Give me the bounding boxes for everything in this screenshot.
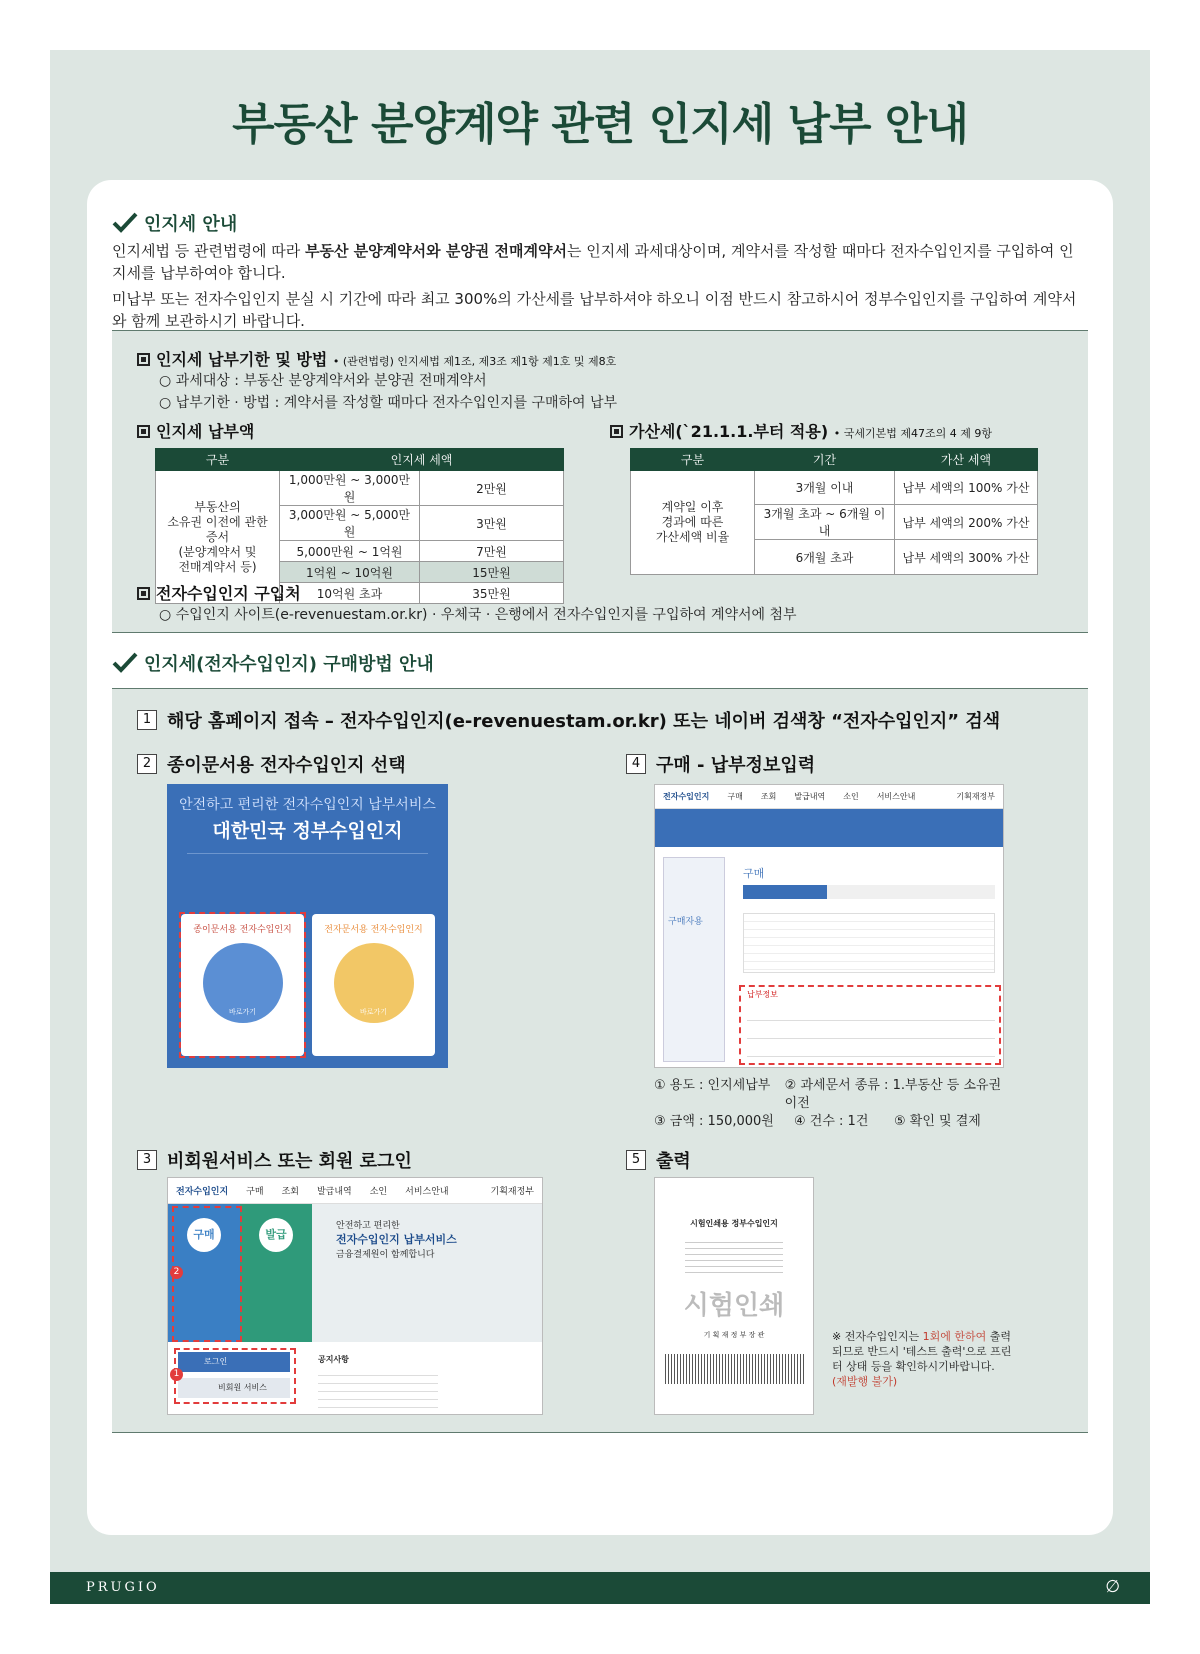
square-bullet-icon <box>137 353 150 366</box>
deadline-block: 인지세 납부기한 및 방법 • (관련법령) 인지세법 제1조, 제3조 제1항 제1호 및 제8호 ○ 과세대상 : 부동산 분양계약서와 분양권 전매계약서 ○ 납부기한 · 방법 : 계약서를 작성할 때마다 전자수입인지를 구매하여 납부 <box>137 347 617 414</box>
check-icon <box>112 212 138 234</box>
page-title: 부동산 분양계약 관련 인지세 납부 안내 <box>232 99 968 150</box>
login-button[interactable]: 로그인 <box>178 1352 290 1372</box>
electronic-stamp-card[interactable]: 전자문서용 전자수입인지 바로가기 <box>312 914 435 1056</box>
guest-service-button[interactable]: 비회원 서비스 <box>178 1378 290 1398</box>
paper-stamp-card[interactable]: 종이문서용 전자수입인지 바로가기 <box>181 914 304 1056</box>
step-5: 5 출력 <box>626 1147 691 1173</box>
square-bullet-icon <box>137 587 150 600</box>
penalty-block: 가산세(`21.1.1.부터 적용) • 국세기본법 제47조의 4 제 9항 구분 기간 가산 세액 계약일 이후 경과에 따른 가산세액 비율 3개월 이내 납부 세액의 100% 가산 3개월 초과 ~ 6개월 이내 납부 세액의 200% 가산 6개월 초과 납부 세액의 300% 가산 <box>610 419 1038 575</box>
square-bullet-icon <box>610 425 623 438</box>
intro-paragraph-1: 인지세법 등 관련법령에 따라 부동산 분양계약서와 분양권 전매계약서는 인지세 과세대상이며, 계약서를 작성할 때마다 전자수입인지를 구입하여 인지세를 납부하여야 합니다. <box>112 242 1074 282</box>
footer-bar <box>50 1572 1150 1604</box>
amount-block: 인지세 납부액 구분 인지세 세액 부동산의 소유권 이전에 관한 증서 (분양계약서 및 전매계약서 등) 1,000만원 ~ 3,000만원 2만원 3,000만원 ~ 5,000만원 3만원 5,000만원 ~ 1억원 7만원 1억원 ~ 10억원 15만원 10억원 초과 35만원 <box>137 419 564 604</box>
intro-section <box>112 210 1088 332</box>
step-2: 2 종이문서용 전자수입인지 선택 <box>137 751 406 777</box>
amount-table: 구분 인지세 세액 부동산의 소유권 이전에 관한 증서 (분양계약서 및 전매계약서 등) 1,000만원 ~ 3,000만원 2만원 3,000만원 ~ 5,000만원 3만원 5,000만원 ~ 1억원 7만원 1억원 ~ 10억원 15만원 10억원 초과 35만원 <box>155 448 564 604</box>
check-icon <box>112 652 138 674</box>
section-heading: 인지세 안내 <box>112 210 1088 236</box>
intro-paragraph-2: 미납부 또는 전자수입인지 분실 시 기간에 따라 최고 300%의 가산세를 납부하셔야 하오니 이점 반드시 참고하시어 정부수입인지를 구입하여 계약서와 함께 보관하시기 바랍니다. <box>112 290 1077 330</box>
brand-mark-icon: ∅ <box>1105 1577 1120 1597</box>
print-note: ※ 전자수입인지는 1회에 한하여 출력되므로 반드시 '테스트 출력'으로 프린터 상태 등을 확인하시기바랍니다. (재발행 불가) <box>832 1330 1012 1388</box>
where-block: 전자수입인지 구입처 ○ 수입인지 사이트(e-revenuestam.or.kr) · 우체국 · 은행에서 전자수입인지를 구입하여 계약서에 첨부 <box>137 581 797 626</box>
highlight-dashed-box <box>174 1348 296 1404</box>
step-1: 1 해당 홈페이지 접속 – 전자수입인지(e-revenuestam.or.kr) 또는 네이버 검색창 “전자수입인지” 검색 <box>137 707 1000 733</box>
issue-tile[interactable]: 발급 <box>240 1204 312 1342</box>
brand-logo: PRUGIO <box>86 1580 160 1595</box>
buy-tile[interactable]: 구매 <box>168 1204 240 1342</box>
step-4: 4 구매 - 납부정보입력 <box>626 751 815 777</box>
content-card <box>87 180 1113 1535</box>
section-heading-purchase: 인지세(전자수입인지) 구매방법 안내 <box>112 650 434 676</box>
purchase-form-caption: ① 용도 : 인지세납부 ② 과세문서 종류 : 1.부동산 등 소유권 이전 ③ 금액 : 150,000원 ④ 건수 : 1건 ⑤ 확인 및 결제 <box>654 1078 1002 1129</box>
tax-info-panel <box>112 330 1088 633</box>
page-frame <box>50 50 1150 1604</box>
square-bullet-icon <box>137 425 150 438</box>
screenshot-stamp-select: 안전하고 편리한 전자수입인지 납부서비스 대한민국 정부수입인지 종이문서용 전자수입인지 바로가기 전자문서용 전자수입인지 바로가기 <box>167 784 448 1068</box>
purchase-steps-panel <box>112 688 1088 1433</box>
screenshot-login: 전자수입인지 구매 조회 발급내역 소인 서비스안내 기획재정부 구매 발급 안전하고 편리한 전자수입인지 납부서비스 금융결제원이 함께합니다 2 로그인 비회원 서비스 1 공지사항 <box>167 1177 543 1415</box>
step-3: 3 비회원서비스 또는 회원 로그인 <box>137 1147 412 1173</box>
penalty-table: 구분 기간 가산 세액 계약일 이후 경과에 따른 가산세액 비율 3개월 이내 납부 세액의 100% 가산 3개월 초과 ~ 6개월 이내 납부 세액의 200% 가산 6개월 초과 납부 세액의 300% 가산 <box>630 448 1038 575</box>
screenshot-purchase-form: 전자수입인지 구매 조회 발급내역 소인 서비스안내 기획재정부 구매자용 구매 납부정보 <box>654 784 1004 1068</box>
highlight-dashed-box <box>179 912 306 1058</box>
screenshot-print: 시험인쇄용 정부수입인지 시험인쇄 기 획 재 정 부 장 관 <box>654 1177 814 1415</box>
